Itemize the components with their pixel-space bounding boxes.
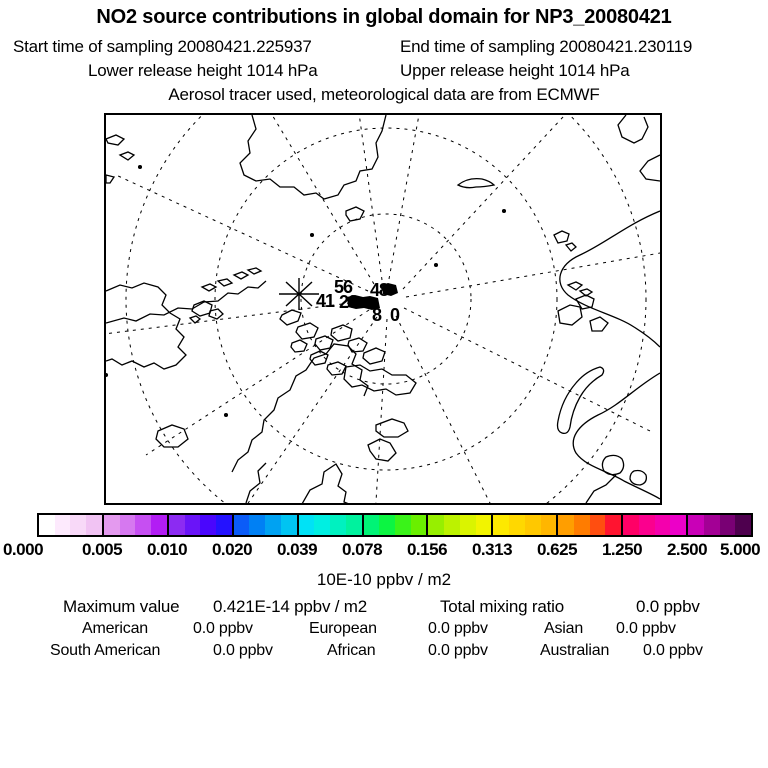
trajectory-label: 48 (370, 280, 389, 300)
colorbar-units-label: 10E-10 ppbv / m2 (316, 570, 452, 589)
colorbar-tick: 0.039 (276, 540, 318, 559)
region-label: American (82, 620, 148, 637)
colorbar-tick: 0.156 (406, 540, 448, 559)
total-mixing-ratio-label: Total mixing ratio (440, 597, 564, 616)
region-label: Asian (544, 620, 584, 637)
region-label: Australian (540, 642, 610, 659)
map-svg (106, 115, 660, 503)
region-value: 0.0 ppbv (428, 620, 488, 637)
colorbar-segment (299, 515, 364, 535)
map-panel (104, 113, 662, 505)
colorbar-segment (104, 515, 169, 535)
colorbar-segment (623, 515, 688, 535)
region-value: 0.0 ppbv (616, 620, 676, 637)
colorbar-segment (493, 515, 558, 535)
tracer-info-label: Aerosol tracer used, meteorological data are from ECMWF (168, 85, 600, 104)
receptor-star-icon (279, 278, 319, 310)
trajectory-label: 20 (339, 292, 358, 312)
trajectory-label: 8 (372, 305, 382, 325)
colorbar-segment (558, 515, 623, 535)
region-value: 0.0 ppbv (643, 642, 703, 659)
lower-release-height-label: Lower release height 1014 hPa (88, 61, 318, 80)
plot-title: NO2 source contributions in global domain for NP3_20080421 (96, 6, 672, 28)
colorbar-tick: 0.010 (146, 540, 188, 559)
upper-release-height-label: Upper release height 1014 hPa (400, 61, 630, 80)
colorbar-tick: 0.313 (471, 540, 513, 559)
region-value: 0.0 ppbv (193, 620, 253, 637)
colorbar-tick: 0.078 (341, 540, 383, 559)
region-label: South American (50, 642, 161, 659)
colorbar-segment (169, 515, 234, 535)
end-time-label: End time of sampling 20080421.230119 (400, 37, 693, 56)
coastlines (106, 115, 660, 503)
colorbar-tick: 0.020 (211, 540, 253, 559)
region-label: European (309, 620, 377, 637)
colorbar-tick: 0.005 (81, 540, 123, 559)
colorbar-tick: 0.625 (536, 540, 578, 559)
colorbar-segment (688, 515, 751, 535)
trajectory-label: 41 (316, 291, 335, 311)
trajectory-label: 0 (390, 305, 400, 325)
region-label: African (327, 642, 376, 659)
colorbar-tick: 5.000 (719, 540, 761, 559)
colorbar (37, 513, 753, 537)
region-value: 0.0 ppbv (428, 642, 488, 659)
max-value: 0.421E-14 ppbv / m2 (213, 597, 368, 616)
colorbar-segment (39, 515, 104, 535)
start-time-label: Start time of sampling 20080421.225937 (13, 37, 312, 56)
trajectory-label: 56 (334, 277, 353, 297)
colorbar-segment (234, 515, 299, 535)
colorbar-segment (428, 515, 493, 535)
colorbar-tick: 0.000 (2, 540, 44, 559)
colorbar-segment (364, 515, 429, 535)
colorbar-tick: 2.500 (666, 540, 708, 559)
total-mixing-ratio-value: 0.0 ppbv (636, 597, 700, 616)
region-value: 0.0 ppbv (213, 642, 273, 659)
max-value-label: Maximum value (63, 597, 180, 616)
colorbar-tick: 1.250 (601, 540, 643, 559)
